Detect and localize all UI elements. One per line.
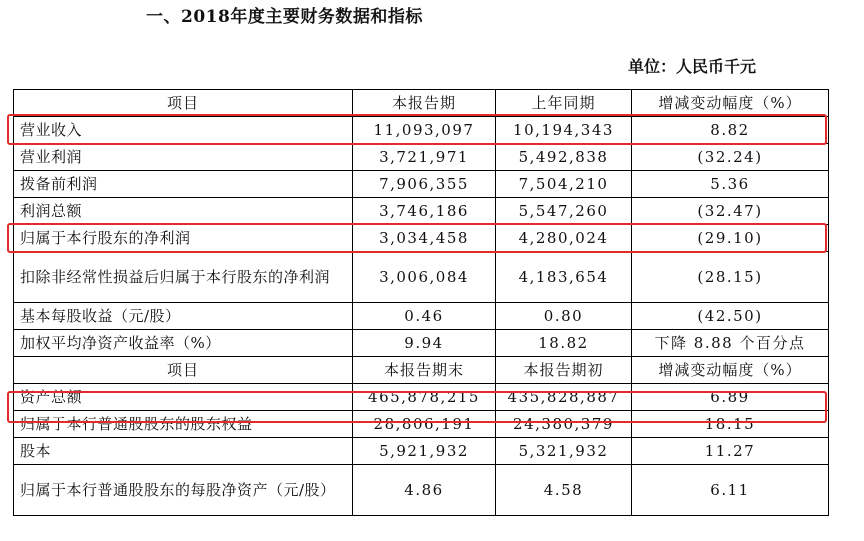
cell-change: 下降 8.88 个百分点 [632, 330, 829, 357]
header-period-start: 本报告期初 [496, 357, 632, 384]
row-label: 营业收入 [14, 117, 353, 144]
cell-value: 0.80 [496, 303, 632, 330]
row-label: 股本 [14, 438, 353, 465]
header-period-end: 本报告期末 [353, 357, 496, 384]
cell-change: (28.15) [632, 252, 829, 303]
cell-value: 5,547,260 [496, 198, 632, 225]
cell-value: 4.86 [353, 465, 496, 516]
cell-value: 4,183,654 [496, 252, 632, 303]
cell-change: 6.89 [632, 384, 829, 411]
cell-change: 11.27 [632, 438, 829, 465]
table-row [14, 225, 829, 252]
header-item: 项目 [14, 90, 353, 117]
table-row [14, 252, 829, 303]
cell-value: 7,906,355 [353, 171, 496, 198]
cell-value: 0.46 [353, 303, 496, 330]
cell-value: 3,746,186 [353, 198, 496, 225]
table-row [14, 438, 829, 465]
cell-value: 5,321,932 [496, 438, 632, 465]
cell-value: 7,504,210 [496, 171, 632, 198]
table-row [14, 330, 829, 357]
table-row [14, 171, 829, 198]
cell-value: 435,828,887 [496, 384, 632, 411]
table-row [14, 303, 829, 330]
table-row [14, 465, 829, 516]
cell-value: 24,380,379 [496, 411, 632, 438]
header-item: 项目 [14, 357, 353, 384]
cell-value: 9.94 [353, 330, 496, 357]
header-change: 增减变动幅度（%） [632, 90, 829, 117]
cell-value: 3,006,084 [353, 252, 496, 303]
cell-value: 11,093,097 [353, 117, 496, 144]
row-label: 基本每股收益（元/股） [14, 303, 353, 330]
table-row [14, 198, 829, 225]
row-label: 归属于本行普通股股东的股东权益 [14, 411, 353, 438]
cell-change: 8.82 [632, 117, 829, 144]
header-current: 本报告期 [353, 90, 496, 117]
cell-change: 18.15 [632, 411, 829, 438]
row-label: 营业利润 [14, 144, 353, 171]
cell-value: 5,492,838 [496, 144, 632, 171]
cell-change: (32.24) [632, 144, 829, 171]
table-row [14, 411, 829, 438]
cell-value: 3,034,458 [353, 225, 496, 252]
cell-change: 6.11 [632, 465, 829, 516]
table-header-row [14, 357, 829, 384]
table-header-row [14, 90, 829, 117]
financial-table [13, 89, 829, 516]
cell-value: 4,280,024 [496, 225, 632, 252]
unit-label: 单位：人民币千元 [628, 57, 757, 76]
row-label: 加权平均净资产收益率（%） [14, 330, 353, 357]
cell-value: 28,806,191 [353, 411, 496, 438]
row-label: 归属于本行股东的净利润 [14, 225, 353, 252]
header-previous: 上年同期 [496, 90, 632, 117]
cell-value: 3,721,971 [353, 144, 496, 171]
table-row [14, 384, 829, 411]
row-label: 拨备前利润 [14, 171, 353, 198]
cell-value: 10,194,343 [496, 117, 632, 144]
cell-change: 5.36 [632, 171, 829, 198]
header-change: 增减变动幅度（%） [632, 357, 829, 384]
row-label: 归属于本行普通股股东的每股净资产（元/股） [14, 465, 353, 516]
cell-change: (42.50) [632, 303, 829, 330]
cell-value: 465,878,215 [353, 384, 496, 411]
section-title: 一、2018年度主要财务数据和指标 [146, 7, 423, 27]
cell-value: 18.82 [496, 330, 632, 357]
cell-change: (29.10) [632, 225, 829, 252]
cell-change: (32.47) [632, 198, 829, 225]
table-row [14, 117, 829, 144]
row-label: 扣除非经常性损益后归属于本行股东的净利润 [14, 252, 353, 303]
row-label: 利润总额 [14, 198, 353, 225]
row-label: 资产总额 [14, 384, 353, 411]
cell-value: 4.58 [496, 465, 632, 516]
table-row [14, 144, 829, 171]
cell-value: 5,921,932 [353, 438, 496, 465]
